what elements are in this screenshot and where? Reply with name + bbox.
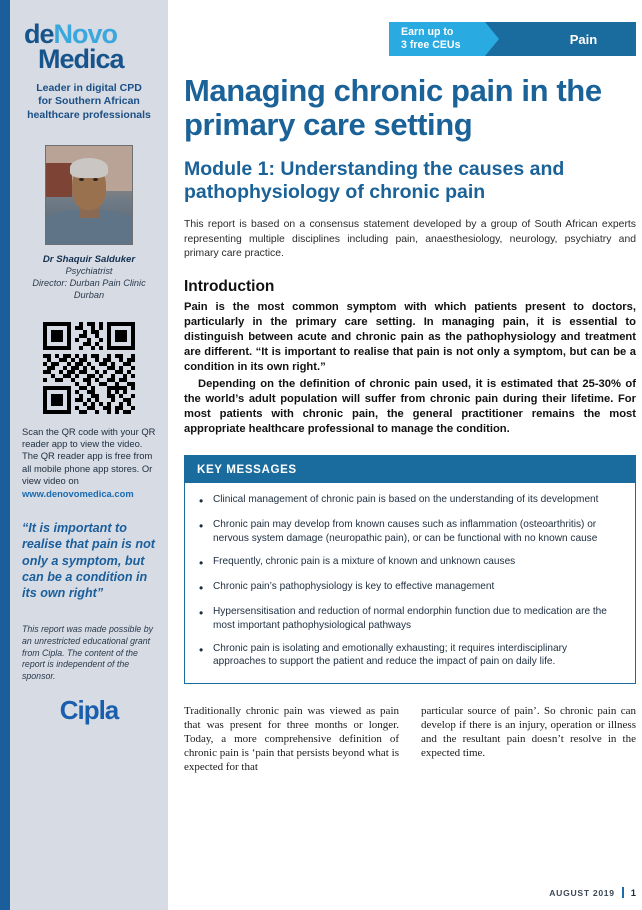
list-item bbox=[199, 518, 621, 545]
qr-note-line-5: app stores. Or view video bbox=[22, 462, 153, 487]
article-column-left: Traditionally chronic pain was viewed as pain that was present for three months or longer. Today, a more comprehensive definition of chronic pain is ‘pain that persists beyond what is expected for that bbox=[184, 704, 399, 774]
pull-quote: “It is important to realise that pain is not only a symptom, but can be a condition in its own right” bbox=[22, 521, 155, 601]
tagline-line-2: for Southern African bbox=[38, 95, 140, 108]
module-subtitle: Module 1: Understanding the causes and pathophysiology of chronic pain bbox=[184, 158, 565, 203]
key-message-text: Chronic pain’s pathophysiology is key to effective management bbox=[213, 580, 495, 592]
intro-paragraph-2: Depending on the definition of chronic pain used, it is estimated that 25-30% of the world’s adult population will suffer from chronic pain during their lifetime. For most patients with chronic pain, the general practitioner remains the most appropriate healthcare professional to manage the condition. bbox=[184, 378, 636, 436]
intro-paragraph-1: Pain is the most common symptom with which patients present to doctors, particularly in the primary care setting. In managing pain, it is essential to distinguish between acute and chronic pain as the pathophysiology and treatment are different. “It is important to realise that pain is not only a symptom, but can be a condition in its own right.” bbox=[184, 301, 636, 374]
earn-ceus-line-1: Earn up to bbox=[401, 26, 454, 39]
footer-date: AUGUST 2019 bbox=[549, 887, 615, 898]
earn-ceus-line-2: 3 free CEUs bbox=[401, 39, 461, 51]
cpd-banner bbox=[184, 22, 636, 56]
tagline-line-3: healthcare professionals bbox=[27, 108, 151, 121]
banner-arrow-icon bbox=[485, 22, 499, 56]
bullet-icon: • bbox=[199, 519, 204, 534]
topic-label: Pain bbox=[569, 31, 598, 47]
sidebar bbox=[10, 0, 168, 910]
page-footer bbox=[549, 887, 636, 898]
section-heading-introduction: Introduction bbox=[184, 278, 275, 296]
article-columns bbox=[184, 704, 636, 774]
author-name: Dr Shaquir Salduker bbox=[42, 253, 136, 265]
denovo-medica-logo bbox=[10, 0, 168, 72]
tagline-line-1: Leader in digital CPD bbox=[36, 81, 142, 94]
key-messages-heading: KEY MESSAGES bbox=[185, 456, 635, 483]
footer-page-number: 1 bbox=[630, 887, 636, 898]
qr-note-line-6: on bbox=[68, 475, 79, 487]
logo-text-novo: Novo bbox=[53, 19, 118, 49]
qr-note-line-2: QR reader app to view the bbox=[22, 425, 156, 449]
list-item bbox=[199, 580, 621, 596]
qr-note-line-1: Scan the QR code with your bbox=[22, 425, 139, 437]
bullet-icon: • bbox=[199, 580, 204, 595]
left-accent-bar bbox=[0, 0, 10, 910]
key-messages-list bbox=[185, 483, 635, 683]
qr-instructions bbox=[22, 426, 156, 500]
footer-separator bbox=[622, 887, 624, 898]
denovomedica-link[interactable]: www.denovomedica.com bbox=[22, 487, 134, 499]
bullet-icon: • bbox=[199, 642, 204, 657]
key-message-text: Clinical management of chronic pain is based on the understanding of its development bbox=[213, 494, 599, 506]
list-item bbox=[199, 642, 621, 669]
key-message-text: Hypersensitisation and reduction of normal endorphin function due to medication are the most important pathophysiological pathways bbox=[213, 606, 607, 631]
qr-note-line-3: video. The QR reader app is bbox=[22, 437, 143, 462]
lede-paragraph: This report is based on a consensus statement developed by a group of South African experts representing multiple disciplines including pain, anaesthesiology, neurology, psychiatry and primary care practice. bbox=[184, 218, 636, 260]
article-column-right: particular source of pain’. So chronic pain can develop if there is an injury, operation or illness and the resultant pain doesn’t resolve in the expected time. bbox=[421, 704, 636, 760]
list-item bbox=[199, 555, 621, 571]
key-message-text: Frequently, chronic pain is a mixture of known and unknown causes bbox=[213, 555, 516, 567]
bullet-icon: • bbox=[199, 494, 204, 509]
author-city: Durban bbox=[73, 290, 105, 301]
sponsor-disclaimer: This report was made possible by an unrestricted educational grant from Cipla. The content of the report is independent of the sponsor. bbox=[22, 623, 154, 682]
author-role: Psychiatrist bbox=[65, 265, 113, 276]
qr-code[interactable] bbox=[39, 318, 139, 418]
list-item bbox=[199, 605, 621, 632]
key-message-text: Chronic pain may develop from known causes such as inflammation (osteoarthritis) or nervous system damage (neuropathic pain), or can be functional with no known cause bbox=[213, 519, 598, 545]
logo-text-de: de bbox=[24, 19, 54, 49]
main-content bbox=[168, 0, 642, 910]
qr-note-line-4: free from all mobile phone bbox=[22, 450, 153, 474]
logo-text-medica: Medica bbox=[38, 43, 124, 74]
brand-tagline bbox=[24, 82, 154, 123]
cipla-logo: Cipla bbox=[59, 695, 119, 726]
author-position: Director: Durban Pain Clinic bbox=[32, 277, 146, 288]
qr-code-icon bbox=[39, 318, 139, 418]
bullet-icon: • bbox=[199, 555, 204, 570]
list-item bbox=[199, 493, 621, 509]
bullet-icon: • bbox=[199, 606, 204, 621]
page-title: Managing chronic pain in the primary care setting bbox=[184, 73, 602, 143]
key-message-text: Chronic pain is isolating and emotionally exhausting; it requires interdisciplinary approaches to support the patient and reduce the impact of pain on daily life. bbox=[213, 642, 568, 668]
author-portrait-photo bbox=[45, 145, 133, 245]
earn-ceus-tag[interactable] bbox=[389, 22, 485, 56]
key-messages-box bbox=[184, 455, 636, 684]
